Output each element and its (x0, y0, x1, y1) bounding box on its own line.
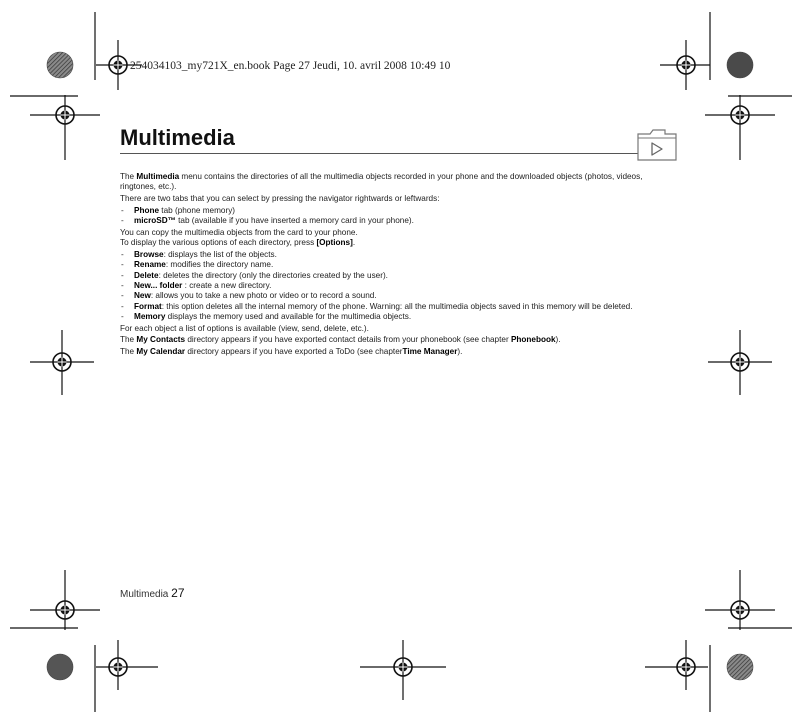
options-list (120, 250, 680, 322)
tabs-list (120, 206, 680, 227)
page-footer (120, 586, 185, 600)
copy-paragraph: You can copy the multimedia objects from the card to your phone. (120, 227, 358, 237)
title-rule (120, 153, 640, 154)
footer-section: Multimedia (120, 589, 169, 600)
list-item: - Browse: displays the list of the objects. (120, 250, 680, 260)
print-header: 254034103_my721X_en.book Page 27 Jeudi, 10. avril 2008 10:49 10 (130, 60, 451, 72)
list-item: - Format: this option deletes all the internal memory of the phone. Warning: all the multimedia objects saved in this memory will be deleted. (120, 302, 680, 312)
tabs-intro: There are two tabs that you can select by pressing the navigator rightwards or leftwards: (120, 194, 440, 204)
body-text (120, 172, 680, 359)
calendar-paragraph: The My Calendar directory appears if you have exported a ToDo (see chapterTime Manager). (120, 347, 463, 357)
list-item: - Memory displays the memory used and available for the multimedia objects. (120, 312, 680, 322)
list-item: - Delete: deletes the directory (only the directories created by the user). (120, 271, 680, 281)
list-item: - New: allows you to take a new photo or video or to record a sound. (120, 291, 680, 301)
list-item: - microSD™ tab (available if you have inserted a memory card in your phone). (120, 216, 680, 226)
page-number: 27 (171, 586, 185, 600)
list-item: - Rename: modifies the directory name. (120, 260, 680, 270)
list-item: - Phone tab (phone memory) (120, 206, 680, 216)
object-options-paragraph: For each object a list of options is available (view, send, delete, etc.). (120, 323, 369, 333)
folder-play-icon (636, 128, 678, 162)
intro-paragraph: The Multimedia menu contains the directories of all the multimedia objects recorded in your phone and the downloaded objects (photos, videos, ringtones, etc.). (120, 172, 643, 192)
contacts-paragraph: The My Contacts directory appears if you have exported contact details from your phonebook (see chapter Phonebook). (120, 335, 561, 345)
page-title: Multimedia (120, 125, 235, 150)
list-item: - New... folder : create a new directory. (120, 281, 680, 291)
options-intro: To display the various options of each directory, press [Options]. (120, 238, 356, 248)
